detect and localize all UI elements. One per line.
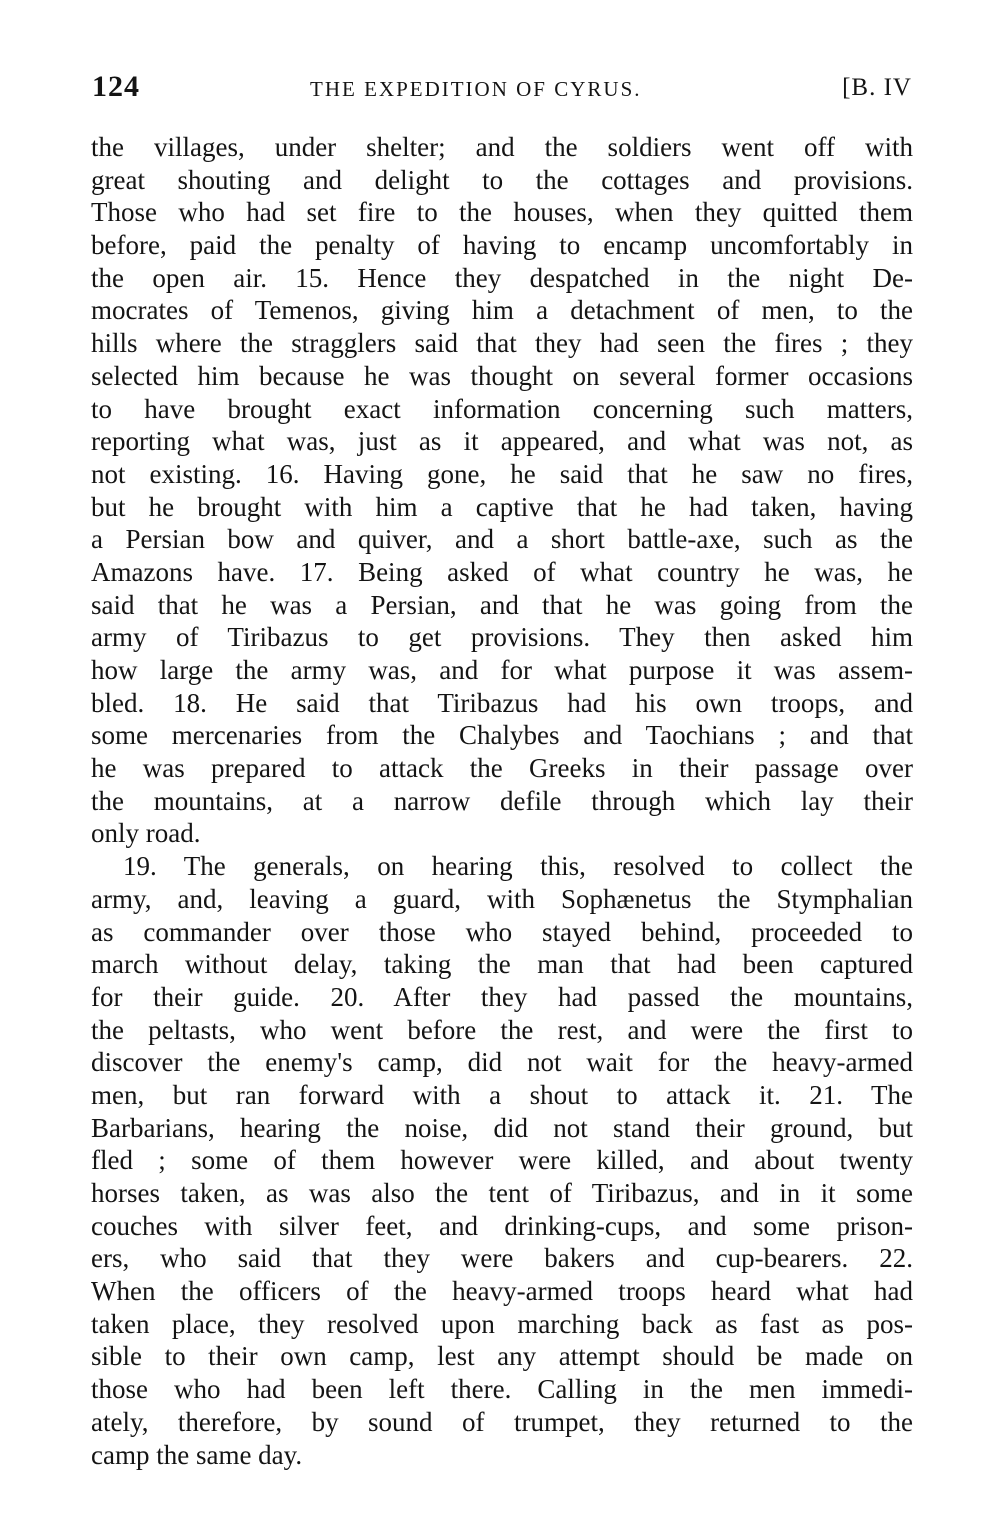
text-line: camp the same day. [91,1439,303,1470]
text-line: to have brought exact information concerning such matters, [91,393,913,424]
text-line: 19. The generals, on hearing this, resolved to collect the [123,851,913,882]
text-line: he was prepared to attack the Greeks in their passage over [91,753,913,784]
text-line: hills where the stragglers said that they had seen the fires ; they [91,328,913,359]
text-line: couches with silver feet, and drinking-cups, and some prison- [91,1210,913,1241]
text-line: discover the enemy's camp, did not wait for the heavy-armed [91,1047,913,1078]
page-number: 124 [92,70,140,103]
text-line: how large the army was, and for what purpose it was assem- [91,655,913,685]
body-text [91,131,913,1471]
text-line: the peltasts, who went before the rest, and were the first to [91,1014,913,1045]
text-line: the villages, under shelter; and the soldiers went off with [91,132,913,162]
text-line: fled ; some of them however were killed, and about twenty [91,1145,913,1176]
text-line: for their guide. 20. After they had passed the mountains, [91,981,913,1012]
book-reference: [B. IV [842,74,912,101]
text-line: horses taken, as was also the tent of Tiribazus, and in it some [91,1178,913,1208]
text-line: selected him because he was thought on several former occasions [91,360,913,391]
text-line: sible to their own camp, lest any attempt should be made on [91,1341,913,1372]
text-line: as commander over those who stayed behind, proceeded to [91,916,913,947]
text-line: bled. 18. He said that Tiribazus had his own troops, and [91,687,913,718]
text-line: men, but ran forward with a shout to attack it. 21. The [91,1079,913,1110]
text-line: reporting what was, just as it appeared, and what was not, as [91,426,913,457]
text-line: Barbarians, hearing the noise, did not stand their ground, but [91,1112,913,1143]
text-line: said that he was a Persian, and that he was going from the [91,589,913,620]
text-line: When the officers of the heavy-armed troops heard what had [91,1276,913,1307]
text-line: before, paid the penalty of having to encamp uncomfortably in [91,230,913,261]
text-line: not existing. 16. Having gone, he said that he saw no fires, [91,458,913,489]
running-title: THE EXPEDITION OF CYRUS. [310,77,642,101]
text-line: the mountains, at a narrow defile through which lay their [91,785,913,816]
text-line: only road. [91,818,201,849]
text-line: ers, who said that they were bakers and cup-bearers. 22. [91,1243,913,1274]
text-line: those who had been left there. Calling in the men immedi- [91,1374,913,1405]
text-line: some mercenaries from the Chalybes and Taochians ; and that [91,720,913,751]
text-line: mocrates of Temenos, giving him a detachment of men, to the [91,295,913,326]
text-line: army of Tiribazus to get provisions. They then asked him [91,622,913,653]
text-line: Those who had set fire to the houses, when they quitted them [91,197,913,228]
text-line: march without delay, taking the man that had been captured [91,949,913,980]
text-line: Amazons have. 17. Being asked of what country he was, he [91,556,913,587]
text-line: taken place, they resolved upon marching back as fast as pos- [91,1308,913,1339]
text-line: but he brought with him a captive that he had taken, having [91,491,913,522]
text-line: the open air. 15. Hence they despatched in the night De- [91,262,913,293]
text-line: a Persian bow and quiver, and a short battle-axe, such as the [91,524,913,555]
text-line: ately, therefore, by sound of trumpet, they returned to the [91,1406,913,1437]
running-head [92,70,912,110]
text-line: army, and, leaving a guard, with Sophænetus the Stymphalian [91,883,913,914]
text-line: great shouting and delight to the cottages and provisions. [91,164,913,195]
